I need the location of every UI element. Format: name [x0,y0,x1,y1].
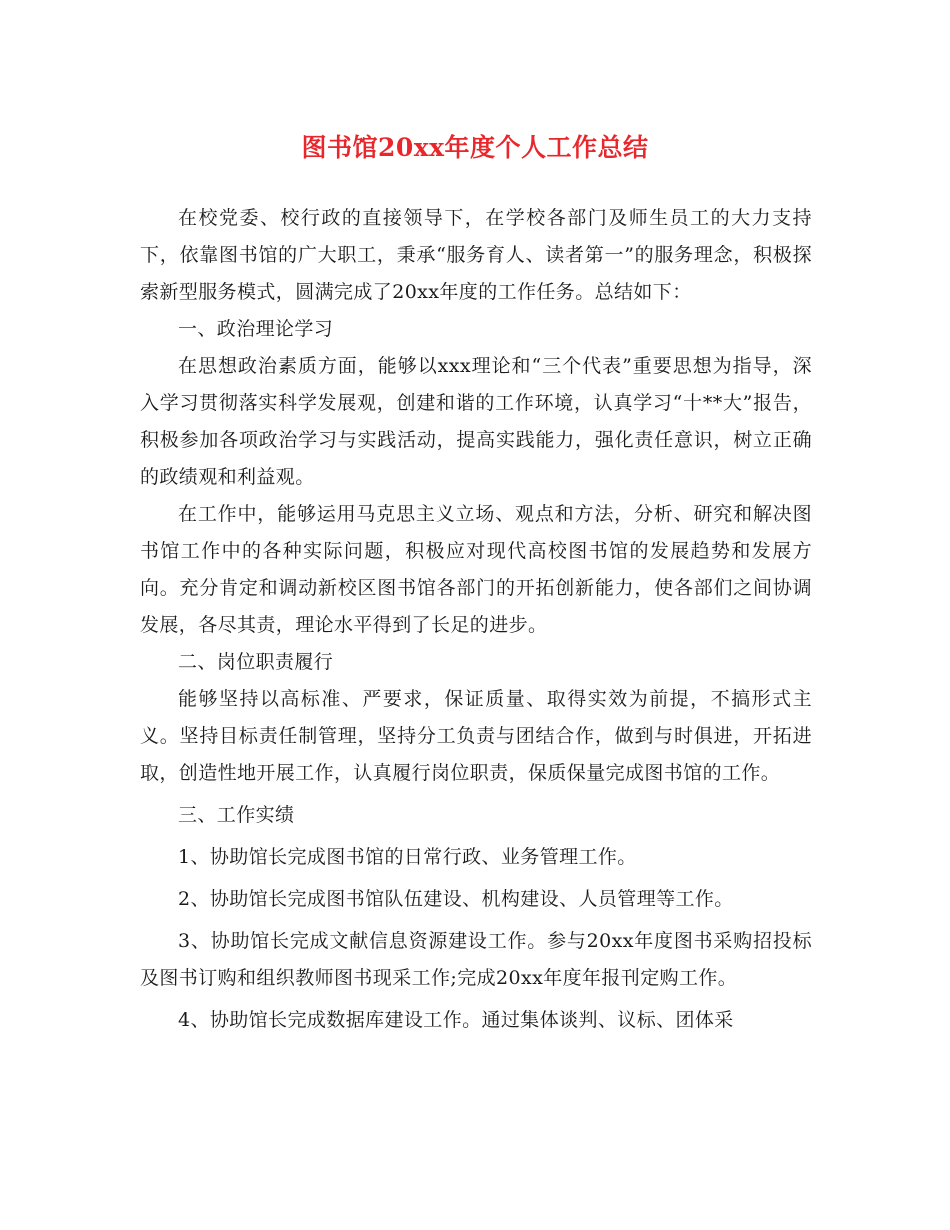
paragraph-duties-1: 能够坚持以高标准、严要求，保证质量、取得实效为前提，不搞形式主义。坚持目标责任制管理，坚持分工负责与团结合作，做到与时俱进，开拓进取，创造性地开展工作，认真履行岗位职责，保质保量完成图书馆的工作。 [140,688,812,784]
document-title: 图书馆20xx年度个人工作总结 [301,133,649,162]
list-item: 4、协助馆长完成数据库建设工作。通过集体谈判、议标、团体采 [178,1009,734,1031]
section-heading-achievements: 三、工作实绩 [178,804,295,826]
list-item: 3、协助馆长完成文献信息资源建设工作。参与20xx年度图书采购招投标及图书订购和组织教师图书现采工作;完成20xx年度年报刊定购工作。 [140,930,812,989]
intro-paragraph: 在校党委、校行政的直接领导下，在学校各部门及师生员工的大力支持下，依靠图书馆的广大职工，秉承“服务育人、读者第一”的服务理念，积极探索新型服务模式，圆满完成了20xx年度的工作任务。总结如下： [140,207,812,303]
paragraph-politics-1: 在思想政治素质方面，能够以xxx理论和“三个代表”重要思想为指导，深入学习贯彻落实科学发展观，创建和谐的工作环境，认真学习“十**大”报告，积极参加各项政治学习与实践活动，提高实践能力，强化责任意识，树立正确的政绩观和利益观。 [140,355,812,488]
document-body [140,200,812,1039]
section-heading-duties: 二、岗位职责履行 [178,651,334,673]
list-item: 2、协助馆长完成图书馆队伍建设、机构建设、人员管理等工作。 [178,888,734,910]
section-heading-politics: 一、政治理论学习 [178,318,334,340]
paragraph-politics-2: 在工作中，能够运用马克思主义立场、观点和方法，分析、研究和解决图书馆工作中的各种实际问题，积极应对现代高校图书馆的发展趋势和发展方向。充分肯定和调动新校区图书馆各部门的开拓创新能力，使各部们之间协调发展，各尽其责，理论水平得到了长足的进步。 [140,503,812,636]
list-item: 1、协助馆长完成图书馆的日常行政、业务管理工作。 [178,846,637,868]
